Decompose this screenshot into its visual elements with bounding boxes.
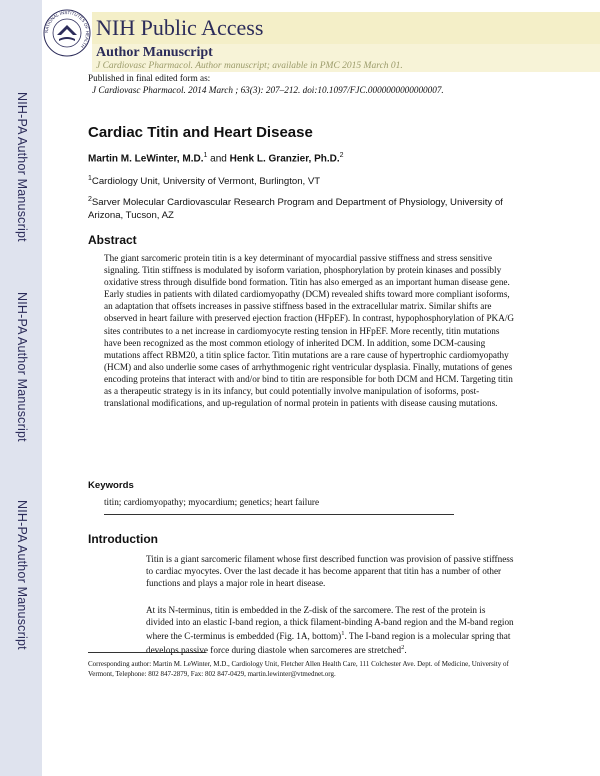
nih-public-access-title: NIH Public Access [92,12,600,44]
sidebar-label: NIH-PA Author Manuscript [15,500,29,650]
sidebar [0,0,42,776]
paragraph-text: At its N-terminus, titin is embedded in the Z-disk of the sarcomere. The rest of the protein is divided into an elastic I-band region, a thick filament-binding A-band region and the M-band region where the C-terminus is embedded (Fig. 1A, bottom) [146,605,514,642]
keywords-list: titin; cardiomyopathy; myocardium; genetics; heart failure [104,497,320,507]
citation-ref[interactable]: 2 [401,644,405,652]
divider [104,514,454,515]
introduction-heading: Introduction [88,532,158,546]
affiliation-marker: 1 [203,152,208,159]
author-line [88,152,344,164]
author-name: Henk L. Granzier, Ph.D. [229,153,340,165]
affiliation-text: Cardiology Unit, University of Vermont, Burlington, VT [91,176,321,188]
affiliation-marker: 2 [339,152,344,159]
logo-ring-text: NATIONAL INSTITUTES OF HEALTH [43,9,91,49]
affiliation-marker: 1 [88,175,92,182]
publication-info [88,72,444,96]
published-in-label: Published in final edited form as: [88,73,211,83]
affiliation [88,193,508,222]
paragraph: Titin is a giant sarcomeric filament whose first described function was provision of passive stiffness to cardiac myocytes. Over the last decade it has become apparent that titin has a number of other functions and plays a major role in heart disease. [146,554,514,589]
affiliation [88,172,508,188]
corresponding-author-footnote: Corresponding author: Martin M. LeWinter, M.D., Cardiology Unit, Fletcher Allen Health Care, 111 Colchester Ave. Dept. of Medicine, University of Vermont, Telephone: 802 847-2879, Fax: 802 847-0429, martin.lewinter@vtmednet.org. [88,660,509,678]
keywords-heading: Keywords [88,480,134,491]
sidebar-label: NIH-PA Author Manuscript [15,92,29,242]
paragraph [146,604,514,657]
author-name: Martin M. LeWinter, M.D. [88,153,204,165]
author-conjunction: and [210,153,227,165]
sidebar-label: NIH-PA Author Manuscript [15,292,29,442]
footnote-divider [88,652,206,653]
citation: J Cardiovasc Pharmacol. 2014 March ; 63(3): 207–212. doi:10.1097/FJC.0000000000000007. [92,85,444,95]
header [42,8,600,70]
paragraph-text: . The I-band region is a molecular spring that develops passive force during diastole when sarcomeres are stretched [146,631,511,656]
paragraph-text: . [404,645,407,656]
affiliation-text: Sarver Molecular Cardiovascular Research Program and Department of Physiology, University of Arizona, Tucson, AZ [88,197,503,222]
author-manuscript-title: Author Manuscript [96,45,213,60]
abstract-heading: Abstract [88,233,137,247]
abstract-text: The giant sarcomeric protein titin is a key determinant of myocardial passive stiffness and stress sensitive signaling. Titin stiffness is modulated by isoform variation, phosphorylation by protein kinases and possibly oxidative stress through disulfide bond formation. Titin has also emerged as an important human disease gene. Early studies in patients with dilated cardiomyopathy (DCM) revealed shifts toward more compliant isoforms, an adaptation that offsets increases in passive stiffness based in the extracellular matrix. Similar shifts are observed in heart failure with preserved ejection fraction (HFpEF). In contrast, hypophosphorylation of PKA/G sites contributes to a net increase in cardiomyocyte resting tension in HFpEF. More recently, titin mutations have been recognized as the most common etiology of inherited DCM. In addition, some DCM-causing mutations affect RBM20, a titin splice factor. Titin mutations are a rare cause of hypertrophic cardiomyopathy (HCM) and also underlie some cases of arrhythmogenic right ventricular dysplasia. Finally, mutations of genes encoding proteins that interact with and/or bind to titin are responsible for both DCM and HCM. Targeting titin as a therapeutic strategy is in its infancy, but could potentially involve manipulation of isoforms, post-translational modifications, and up-regulation of normal protein in patients with disease causing mutations. [104,253,515,409]
citation-ref[interactable]: 1 [341,630,345,638]
author-manuscript-band [92,44,600,72]
affiliation-marker: 2 [88,196,92,203]
nih-seal-logo [42,8,92,58]
availability-note: J Cardiovasc Pharmacol. Author manuscript; available in PMC 2015 March 01. [96,61,403,71]
article-title: Cardiac Titin and Heart Disease [88,124,313,141]
